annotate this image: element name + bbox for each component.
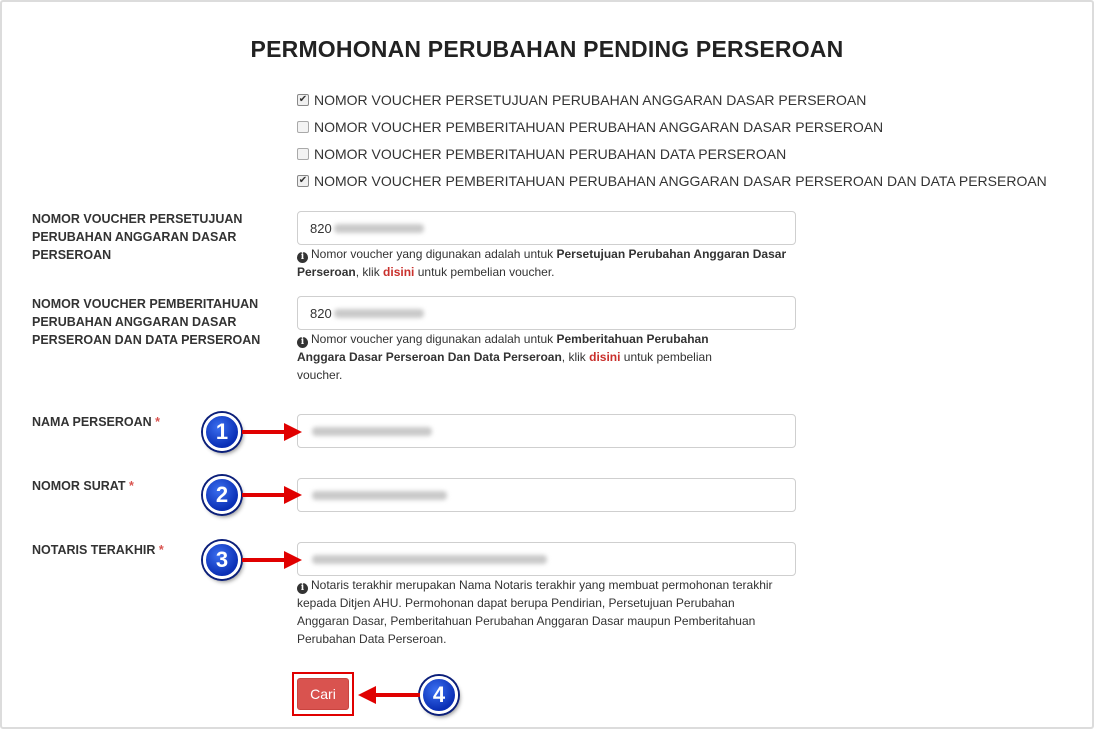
label-notaris-terakhir: NOTARIS TERAKHIR * [32,543,164,557]
annotation-badge-3: 3 [203,541,241,579]
checkbox-voucher-pemberitahuan-anggaran-data[interactable] [297,172,1047,190]
annotation-badge-4: 4 [420,676,458,714]
label-nomor-surat: NOMOR SURAT * [32,479,134,493]
checkbox-label: NOMOR VOUCHER PEMBERITAHUAN PERUBAHAN ANGGARAN DASAR PERSEROAN DAN DATA PERSEROAN [314,173,1047,189]
help-voucher-pemberitahuan: i Nomor voucher yang digunakan adalah untuk Pemberitahuan Perubahan Anggara Dasar Perseroan Dan Data Perseroan, klik disini untuk pembelian voucher. [297,332,712,382]
checkbox-label: NOMOR VOUCHER PEMBERITAHUAN PERUBAHAN ANGGARAN DASAR PERSEROAN [314,119,884,135]
notaris-terakhir-input[interactable] [297,542,796,576]
required-mark: * [155,415,161,429]
checkbox-voucher-persetujuan[interactable] [297,91,866,109]
checkbox-unchecked-icon[interactable] [297,148,309,160]
label-voucher-persetujuan: NOMOR VOUCHER PERSETUJUAN PERUBAHAN ANGGARAN DASAR PERSEROAN [32,212,243,262]
annotation-badge-1: 1 [203,413,241,451]
checkbox-label: NOMOR VOUCHER PERSETUJUAN PERUBAHAN ANGGARAN DASAR PERSEROAN [314,92,867,108]
checkbox-label: NOMOR VOUCHER PEMBERITAHUAN PERUBAHAN DATA PERSEROAN [314,146,787,162]
redacted-value [312,555,547,564]
info-icon: i [297,337,308,348]
buy-voucher-link[interactable]: disini [383,265,415,279]
redacted-value [312,427,432,436]
label-voucher-pemberitahuan: NOMOR VOUCHER PEMBERITAHUAN PERUBAHAN ANGGARAN DASAR PERSEROAN DAN DATA PERSEROAN [32,297,261,347]
checkbox-voucher-pemberitahuan-anggaran[interactable] [297,118,883,136]
annotation-badge-2: 2 [203,476,241,514]
checkbox-checked-icon[interactable]: ✔ [298,94,308,105]
redacted-value [334,224,424,233]
buy-voucher-link[interactable]: disini [589,350,621,364]
info-icon: i [297,583,308,594]
input-value: 820 [310,220,332,236]
voucher-pemberitahuan-input[interactable] [297,296,796,330]
redacted-value [334,309,424,318]
page-title: PERMOHONAN PERUBAHAN PENDING PERSEROAN [250,36,844,62]
input-value: 820 [310,305,332,321]
help-voucher-persetujuan: i Nomor voucher yang digunakan adalah untuk Persetujuan Perubahan Anggaran Dasar Perseroan, klik disini untuk pembelian voucher. [297,247,787,279]
help-notaris-terakhir: i Notaris terakhir merupakan Nama Notaris terakhir yang membuat permohonan terakhir kepada Ditjen AHU. Permohonan dapat berupa Pendirian, Persetujuan Perubahan Anggaran Dasar, Pemberitahuan Perubahan Anggaran Dasar maupun Pemberitahuan Perubahan Data Perseroan. [297,578,773,646]
checkbox-checked-icon[interactable]: ✔ [298,175,308,186]
required-mark: * [158,543,164,557]
annotation-arrow-right-icon [240,420,304,444]
checkbox-voucher-pemberitahuan-data[interactable] [297,145,786,163]
label-nama-perseroan: NAMA PERSEROAN * [32,415,161,429]
annotation-arrow-right-icon [240,548,304,572]
annotation-arrow-left-icon [356,683,422,707]
info-icon: i [297,252,308,263]
nama-perseroan-input[interactable] [297,414,796,448]
redacted-value [312,491,447,500]
nomor-surat-input[interactable] [297,478,796,512]
search-button[interactable]: Cari [297,678,349,710]
required-mark: * [129,479,134,493]
annotation-arrow-right-icon [240,483,304,507]
voucher-persetujuan-input[interactable] [297,211,796,245]
search-button-highlight [292,672,354,716]
checkbox-unchecked-icon[interactable] [297,121,309,133]
